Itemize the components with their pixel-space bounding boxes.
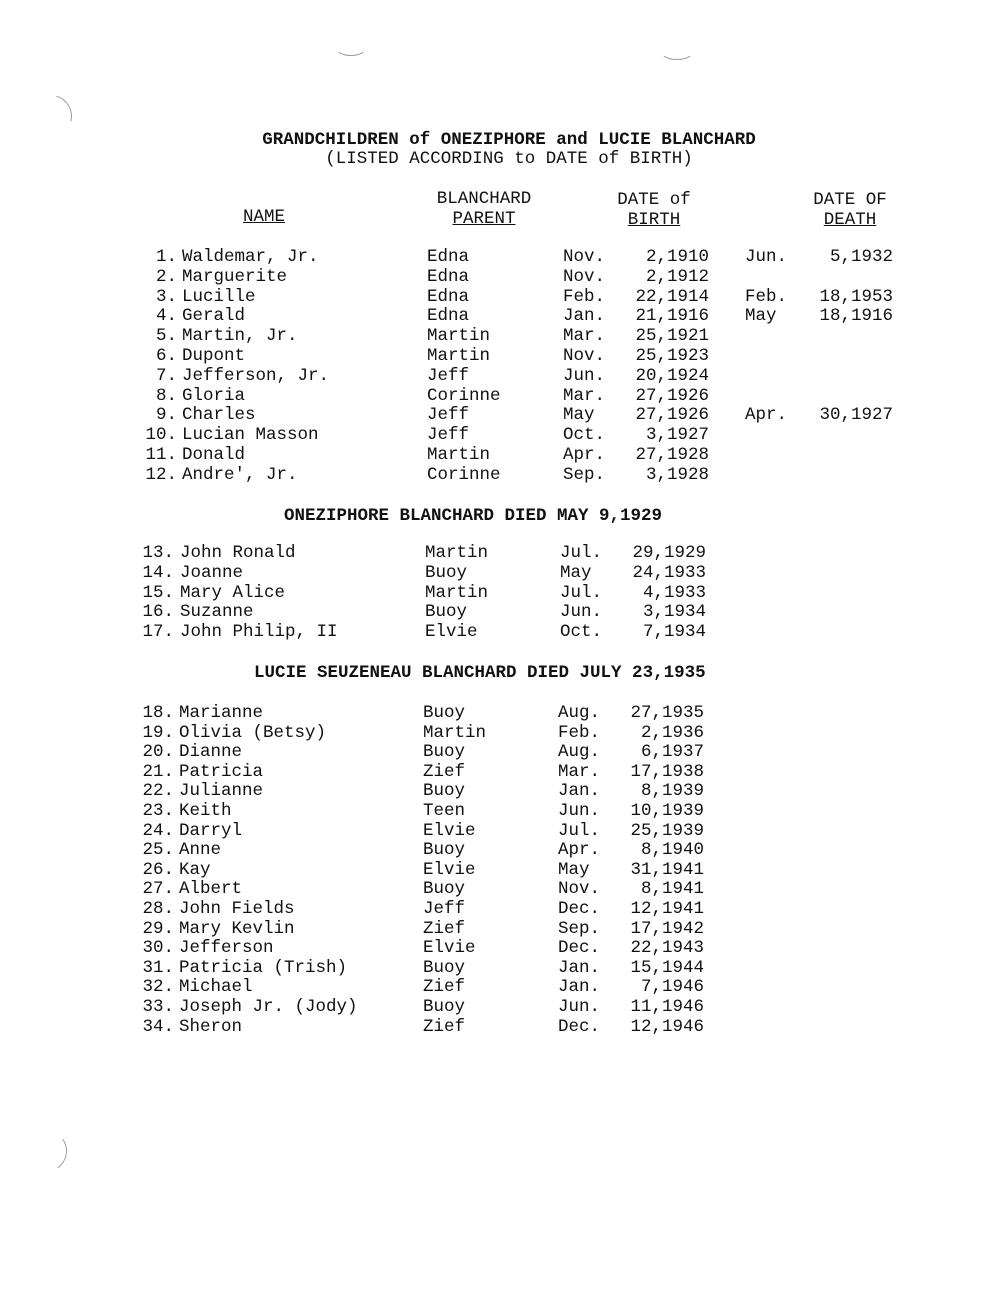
- row-number: 10.: [145, 425, 177, 445]
- birth-month: Jun.: [558, 997, 601, 1017]
- birth-date: 8,1940: [640, 840, 704, 860]
- birth-month: Jun.: [560, 602, 603, 622]
- birth-month: Nov.: [563, 346, 606, 366]
- scan-mark: [22, 1127, 71, 1176]
- blanchard-parent: Martin: [427, 346, 491, 366]
- birth-date: 27,1928: [635, 445, 709, 465]
- header-parent-line2: PARENT: [452, 209, 516, 229]
- blanchard-parent: Corinne: [427, 386, 501, 406]
- blanchard-parent: Buoy: [423, 958, 466, 978]
- birth-month: Mar.: [563, 386, 606, 406]
- row-number: 28.: [142, 899, 174, 919]
- blanchard-parent: Elvie: [425, 622, 478, 642]
- grandchild-name: Patricia: [179, 762, 264, 782]
- blanchard-parent: Buoy: [423, 879, 466, 899]
- birth-month: Sep.: [558, 919, 601, 939]
- row-number: 20.: [142, 742, 174, 762]
- row-number: 21.: [142, 762, 174, 782]
- row-number: 16.: [142, 602, 174, 622]
- birth-month: Jul.: [558, 821, 601, 841]
- blanchard-parent: Buoy: [423, 781, 466, 801]
- blanchard-parent: Buoy: [423, 703, 466, 723]
- blanchard-parent: Edna: [427, 267, 470, 287]
- grandchild-name: Gerald: [182, 306, 246, 326]
- blanchard-parent: Zief: [423, 1017, 466, 1037]
- birth-date: 6,1937: [640, 742, 704, 762]
- row-number: 3.: [155, 287, 177, 307]
- row-number: 1.: [155, 247, 177, 267]
- blanchard-parent: Martin: [427, 326, 491, 346]
- birth-month: May: [558, 860, 590, 880]
- row-number: 11.: [145, 445, 177, 465]
- grandchild-name: Joseph Jr. (Jody): [179, 997, 358, 1017]
- header-name: NAME: [243, 207, 286, 227]
- death-month: Feb.: [745, 287, 788, 307]
- blanchard-parent: Martin: [425, 543, 489, 563]
- birth-month: May: [560, 563, 592, 583]
- grandchild-name: Marguerite: [182, 267, 288, 287]
- birth-date: 27,1926: [635, 386, 709, 406]
- grandchild-name: Patricia (Trish): [179, 958, 348, 978]
- death-date: 5,1932: [829, 247, 893, 267]
- birth-month: Dec.: [558, 1017, 601, 1037]
- scan-mark: [335, 38, 367, 56]
- row-number: 14.: [142, 563, 174, 583]
- blanchard-parent: Martin: [427, 445, 491, 465]
- birth-month: Feb.: [563, 287, 606, 307]
- row-number: 26.: [142, 860, 174, 880]
- grandchild-name: Charles: [182, 405, 256, 425]
- birth-date: 3,1927: [645, 425, 709, 445]
- birth-month: Nov.: [558, 879, 601, 899]
- death-date: 30,1927: [819, 405, 893, 425]
- grandchild-name: John Ronald: [180, 543, 296, 563]
- row-number: 9.: [155, 405, 177, 425]
- birth-month: Nov.: [563, 267, 606, 287]
- row-number: 24.: [142, 821, 174, 841]
- birth-date: 25,1939: [630, 821, 704, 841]
- grandchild-name: Michael: [179, 977, 253, 997]
- blanchard-parent: Corinne: [427, 465, 501, 485]
- birth-date: 12,1946: [630, 1017, 704, 1037]
- blanchard-parent: Buoy: [423, 840, 466, 860]
- section-heading-lucie: LUCIE SEUZENEAU BLANCHARD DIED JULY 23,1935: [254, 663, 706, 683]
- birth-month: Jun.: [558, 801, 601, 821]
- blanchard-parent: Zief: [423, 762, 466, 782]
- birth-month: Nov.: [563, 247, 606, 267]
- birth-date: 27,1926: [635, 405, 709, 425]
- row-number: 22.: [142, 781, 174, 801]
- birth-month: Mar.: [563, 326, 606, 346]
- grandchild-name: Julianne: [179, 781, 264, 801]
- death-date: 18,1916: [819, 306, 893, 326]
- grandchild-name: Dupont: [182, 346, 246, 366]
- blanchard-parent: Zief: [423, 977, 466, 997]
- header-birth-line2: BIRTH: [627, 210, 681, 230]
- row-number: 23.: [142, 801, 174, 821]
- death-date: 18,1953: [819, 287, 893, 307]
- row-number: 19.: [142, 723, 174, 743]
- birth-date: 10,1939: [630, 801, 704, 821]
- grandchild-name: Lucian Masson: [182, 425, 319, 445]
- blanchard-parent: Zief: [423, 919, 466, 939]
- grandchild-name: Olivia (Betsy): [179, 723, 327, 743]
- birth-month: Jul.: [560, 543, 603, 563]
- row-number: 30.: [142, 938, 174, 958]
- row-number: 33.: [142, 997, 174, 1017]
- grandchild-name: Sheron: [179, 1017, 243, 1037]
- blanchard-parent: Elvie: [423, 860, 476, 880]
- row-number: 27.: [142, 879, 174, 899]
- grandchild-name: Martin, Jr.: [182, 326, 298, 346]
- page-title: GRANDCHILDREN of ONEZIPHORE and LUCIE BLANCHARD: [262, 130, 756, 150]
- birth-month: Sep.: [563, 465, 606, 485]
- birth-month: Jan.: [558, 958, 601, 978]
- birth-date: 27,1935: [630, 703, 704, 723]
- header-birth-line1: DATE of: [617, 190, 691, 210]
- birth-month: Jan.: [558, 977, 601, 997]
- grandchild-name: John Philip, II: [180, 622, 338, 642]
- grandchild-name: Albert: [179, 879, 243, 899]
- blanchard-parent: Edna: [427, 287, 470, 307]
- death-month: May: [745, 306, 777, 326]
- row-number: 2.: [155, 267, 177, 287]
- grandchild-name: Kay: [179, 860, 211, 880]
- birth-date: 4,1933: [642, 583, 706, 603]
- birth-month: Mar.: [558, 762, 601, 782]
- birth-month: Apr.: [558, 840, 601, 860]
- page-subtitle: (LISTED ACCORDING to DATE of BIRTH): [325, 149, 693, 169]
- blanchard-parent: Buoy: [425, 563, 468, 583]
- birth-date: 17,1938: [630, 762, 704, 782]
- birth-date: 22,1914: [635, 287, 709, 307]
- birth-date: 2,1910: [645, 247, 709, 267]
- grandchild-name: Marianne: [179, 703, 264, 723]
- grandchild-name: Dianne: [179, 742, 243, 762]
- grandchild-name: Jefferson: [179, 938, 274, 958]
- birth-date: 31,1941: [630, 860, 704, 880]
- grandchild-name: Suzanne: [180, 602, 254, 622]
- row-number: 17.: [142, 622, 174, 642]
- blanchard-parent: Buoy: [423, 997, 466, 1017]
- birth-month: Aug.: [558, 703, 601, 723]
- row-number: 18.: [142, 703, 174, 723]
- row-number: 12.: [145, 465, 177, 485]
- header-death-line1: DATE OF: [813, 190, 887, 210]
- row-number: 31.: [142, 958, 174, 978]
- grandchild-name: Mary Kevlin: [179, 919, 295, 939]
- grandchild-name: Jefferson, Jr.: [182, 366, 330, 386]
- birth-date: 12,1941: [630, 899, 704, 919]
- grandchild-name: Mary Alice: [180, 583, 286, 603]
- blanchard-parent: Elvie: [423, 821, 476, 841]
- row-number: 6.: [155, 346, 177, 366]
- birth-date: 29,1929: [632, 543, 706, 563]
- birth-date: 11,1946: [630, 997, 704, 1017]
- blanchard-parent: Jeff: [427, 405, 470, 425]
- birth-month: Jun.: [563, 366, 606, 386]
- birth-date: 2,1912: [645, 267, 709, 287]
- blanchard-parent: Jeff: [423, 899, 466, 919]
- birth-month: Jul.: [560, 583, 603, 603]
- section-heading-oneziphore: ONEZIPHORE BLANCHARD DIED MAY 9,1929: [284, 506, 663, 526]
- birth-date: 15,1944: [630, 958, 704, 978]
- blanchard-parent: Jeff: [427, 366, 470, 386]
- death-month: Jun.: [745, 247, 788, 267]
- birth-date: 7,1934: [642, 622, 706, 642]
- birth-date: 2,1936: [640, 723, 704, 743]
- grandchild-name: Donald: [182, 445, 246, 465]
- birth-month: Apr.: [563, 445, 606, 465]
- birth-date: 25,1921: [635, 326, 709, 346]
- birth-month: Jan.: [558, 781, 601, 801]
- grandchild-name: Waldemar, Jr.: [182, 247, 319, 267]
- birth-date: 8,1941: [640, 879, 704, 899]
- row-number: 32.: [142, 977, 174, 997]
- blanchard-parent: Martin: [425, 583, 489, 603]
- blanchard-parent: Buoy: [423, 742, 466, 762]
- grandchild-name: Keith: [179, 801, 232, 821]
- blanchard-parent: Jeff: [427, 425, 470, 445]
- birth-date: 25,1923: [635, 346, 709, 366]
- birth-date: 17,1942: [630, 919, 704, 939]
- header-death-line2: DEATH: [823, 210, 877, 230]
- blanchard-parent: Martin: [423, 723, 487, 743]
- row-number: 25.: [142, 840, 174, 860]
- grandchild-name: John Fields: [179, 899, 295, 919]
- grandchild-name: Joanne: [180, 563, 244, 583]
- grandchild-name: Darryl: [179, 821, 243, 841]
- row-number: 7.: [155, 366, 177, 386]
- blanchard-parent: Elvie: [423, 938, 476, 958]
- row-number: 34.: [142, 1017, 174, 1037]
- row-number: 8.: [155, 386, 177, 406]
- blanchard-parent: Edna: [427, 306, 470, 326]
- grandchild-name: Andre', Jr.: [182, 465, 298, 485]
- header-parent-line1: BLANCHARD: [436, 189, 532, 209]
- death-month: Apr.: [745, 405, 788, 425]
- birth-date: 3,1928: [645, 465, 709, 485]
- birth-month: Jan.: [563, 306, 606, 326]
- birth-month: Aug.: [558, 742, 601, 762]
- birth-month: Dec.: [558, 899, 601, 919]
- birth-date: 3,1934: [642, 602, 706, 622]
- scan-mark: [660, 42, 694, 60]
- birth-date: 20,1924: [635, 366, 709, 386]
- blanchard-parent: Teen: [423, 801, 466, 821]
- birth-month: Oct.: [563, 425, 606, 445]
- row-number: 4.: [155, 306, 177, 326]
- blanchard-parent: Buoy: [425, 602, 468, 622]
- row-number: 29.: [142, 919, 174, 939]
- grandchild-name: Lucille: [182, 287, 256, 307]
- grandchild-name: Gloria: [182, 386, 246, 406]
- grandchild-name: Anne: [179, 840, 222, 860]
- birth-date: 22,1943: [630, 938, 704, 958]
- row-number: 15.: [142, 583, 174, 603]
- birth-month: May: [563, 405, 595, 425]
- birth-month: Feb.: [558, 723, 601, 743]
- birth-month: Dec.: [558, 938, 601, 958]
- row-number: 13.: [142, 543, 174, 563]
- birth-date: 8,1939: [640, 781, 704, 801]
- blanchard-parent: Edna: [427, 247, 470, 267]
- birth-date: 7,1946: [640, 977, 704, 997]
- row-number: 5.: [155, 326, 177, 346]
- birth-date: 21,1916: [635, 306, 709, 326]
- birth-date: 24,1933: [632, 563, 706, 583]
- birth-month: Oct.: [560, 622, 603, 642]
